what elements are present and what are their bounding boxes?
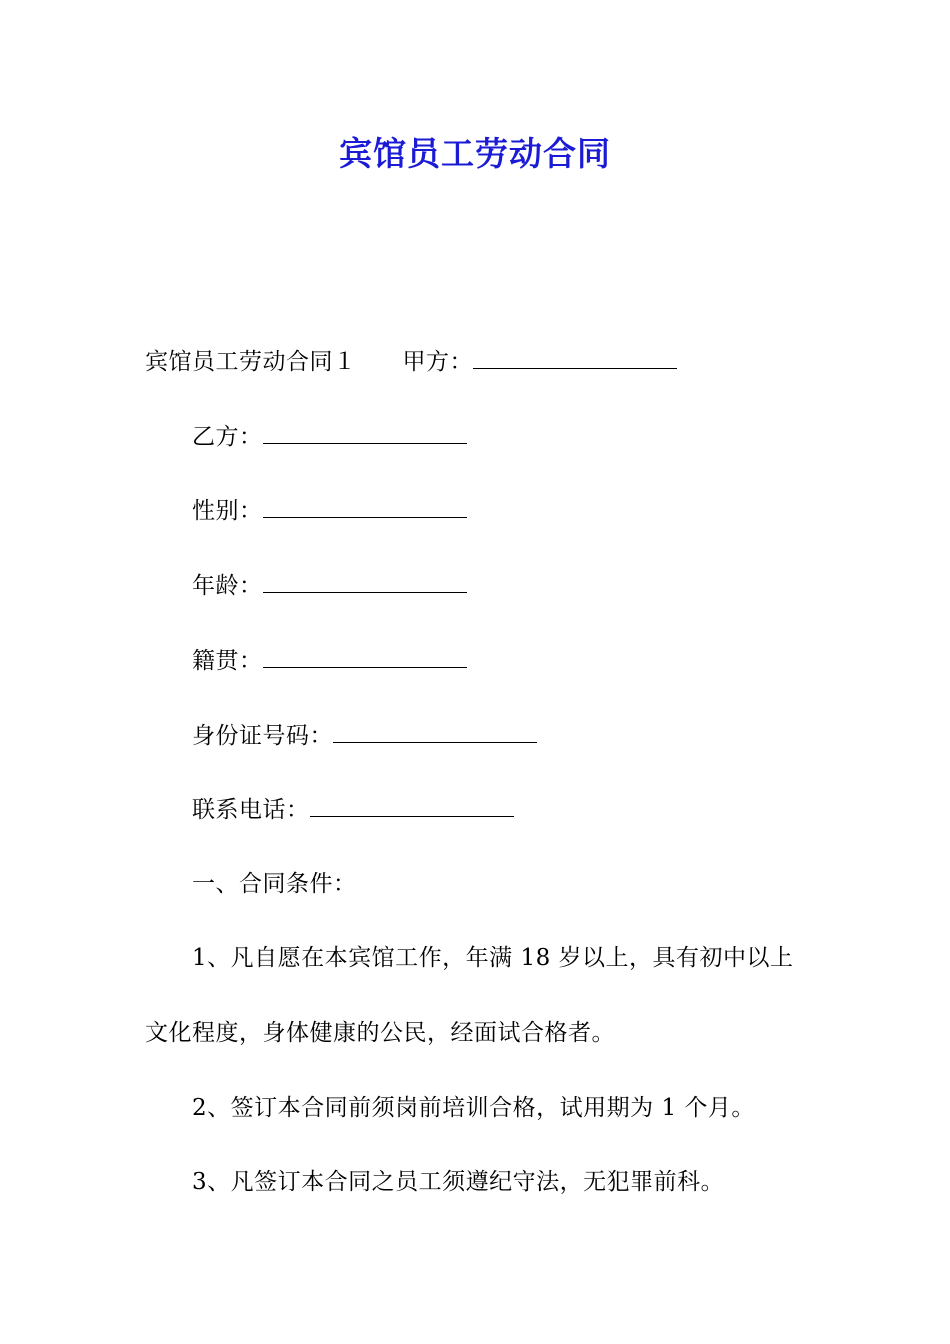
field-id-number	[192, 720, 537, 751]
clause-2: 2、签订本合同前须岗前培训合格，试用期为 1 个月。	[192, 1095, 755, 1121]
party-a-label: 甲方：	[402, 349, 473, 375]
field-party-b	[192, 421, 467, 452]
section-1-heading: 一、合同条件：	[192, 871, 357, 897]
field-label: 年龄：	[192, 573, 263, 599]
field-label: 联系电话：	[192, 797, 310, 823]
clause-3: 3、凡签订本合同之员工须遵纪守法，无犯罪前科。	[192, 1169, 725, 1195]
clause-1-line-1: 1、凡自愿在本宾馆工作，年满 18 岁以上，具有初中以上	[192, 945, 794, 971]
field-label: 乙方：	[192, 424, 263, 450]
field-blank	[263, 645, 467, 668]
field-gender	[192, 495, 467, 526]
field-blank	[333, 720, 537, 743]
field-label: 身份证号码：	[192, 723, 333, 749]
field-blank	[263, 495, 467, 518]
field-blank	[310, 794, 514, 817]
clause-1-line-2: 文化程度，身体健康的公民，经面试合格者。	[145, 1020, 615, 1046]
field-label: 性别：	[192, 498, 263, 524]
field-age	[192, 570, 467, 601]
field-blank	[263, 421, 467, 444]
field-phone	[192, 794, 514, 825]
heading-line	[145, 346, 677, 377]
document-title: 宾馆员工劳动合同	[339, 134, 611, 173]
field-hometown	[192, 645, 467, 676]
field-label: 籍贯：	[192, 648, 263, 674]
field-blank	[263, 570, 467, 593]
contract-subtitle: 宾馆员工劳动合同１	[145, 349, 357, 375]
party-a-blank	[473, 346, 677, 369]
